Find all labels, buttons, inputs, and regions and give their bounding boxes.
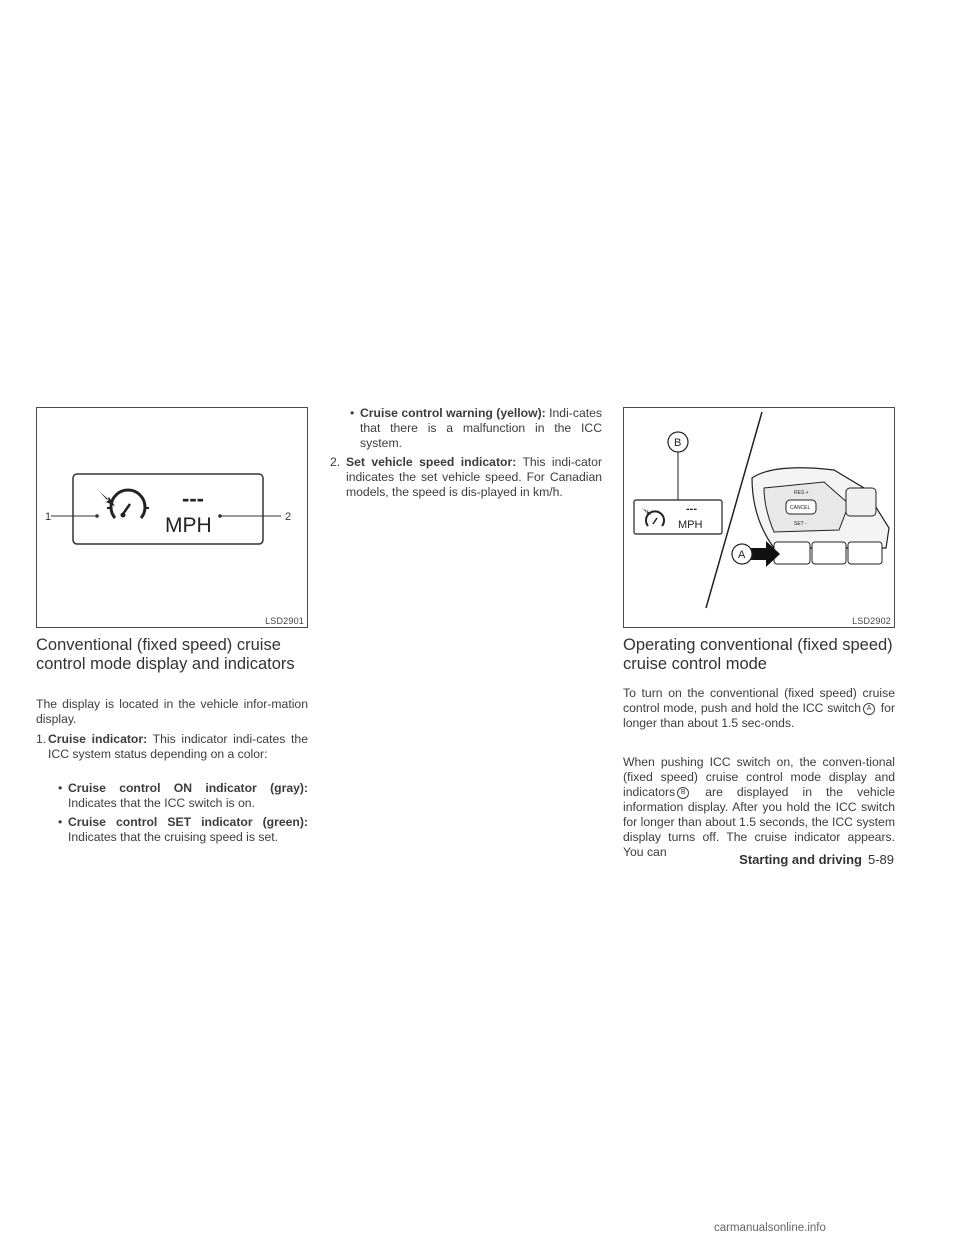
list-item-1 [36, 732, 308, 777]
figure-code: LSD2901 [265, 616, 304, 626]
page-number: 5-89 [867, 852, 894, 867]
speed-unit: MPH [165, 514, 212, 537]
callout-2: 2 [285, 511, 292, 523]
section-heading-right: Operating conventional (fixed speed) cruise control mode [623, 636, 893, 673]
item-number: 2. [330, 455, 341, 469]
bullet-warning-indicator: • Cruise control warning (yellow): Indi-cates that there is a malfunction in the ICC system. [350, 406, 602, 450]
btn-set: SET - [794, 521, 807, 527]
svg-text:---: --- [686, 503, 697, 515]
bullet-label: Cruise control warning (yellow): [360, 406, 546, 420]
bullet-label: Cruise control SET indicator (green): [68, 815, 308, 829]
footer-section: Starting and driving [739, 852, 862, 867]
list-item-2 [330, 455, 602, 515]
steering-switch-illustration [624, 408, 896, 629]
display-illustration [37, 408, 309, 629]
callout-1: 1 [45, 511, 52, 523]
left-figure [36, 407, 308, 628]
item-number: 1. [36, 732, 47, 746]
item-text: This indi-cator indicates the set vehicle speed. For Canadian models, the speed is dis-played in km/h. [346, 455, 603, 499]
figure-code: LSD2902 [852, 616, 891, 626]
watermark: carmanualsonline.info [714, 1222, 826, 1234]
btn-cancel: CANCEL [790, 505, 811, 511]
item-label: Set vehicle speed indicator: [346, 455, 517, 469]
svg-text:MPH: MPH [678, 519, 703, 531]
marker-a-icon: A [863, 703, 875, 715]
right-figure [623, 407, 895, 628]
item-text: This indicator indi-cates the ICC system status depending on a color: [48, 732, 308, 761]
bullet-text: Indi-cates that there is a malfunction in the ICC system. [360, 406, 602, 450]
bullet-set-indicator: • Cruise control SET indicator (green): Indicates that the cruising speed is set. [58, 815, 308, 844]
paragraph-1: To turn on the conventional (fixed speed) cruise control mode, push and hold the ICC switch A for longer than about 1.5 sec-onds. [623, 686, 895, 730]
speed-dashes: --- [182, 486, 204, 511]
marker-b-icon: B [677, 787, 689, 799]
callout-a: A [738, 549, 746, 561]
paragraph-2: When pushing ICC switch on, the conven-tional (fixed speed) cruise control mode display and indicators B are displayed in the vehicle information display. After you hold the ICC switch for longer than about 1.5 seconds, the ICC system display turns off. The cruise indicator appears. You can [623, 755, 895, 859]
item-label: Cruise indicator: [48, 732, 148, 746]
bullet-text: Indicates that the cruising speed is set. [68, 830, 279, 844]
callout-b: B [674, 437, 682, 449]
bullet-label: Cruise control ON indicator (gray): [68, 781, 308, 795]
section-heading-left: Conventional (fixed speed) cruise control mode display and indicators [36, 636, 295, 673]
intro-paragraph: The display is located in the vehicle infor-mation display. [36, 697, 308, 726]
bullet-text: Indicates that the ICC switch is on. [68, 796, 255, 810]
bullet-on-indicator: • Cruise control ON indicator (gray): Indicates that the ICC switch is on. [58, 781, 308, 810]
btn-res: RES + [794, 490, 809, 496]
page-footer [739, 852, 894, 867]
